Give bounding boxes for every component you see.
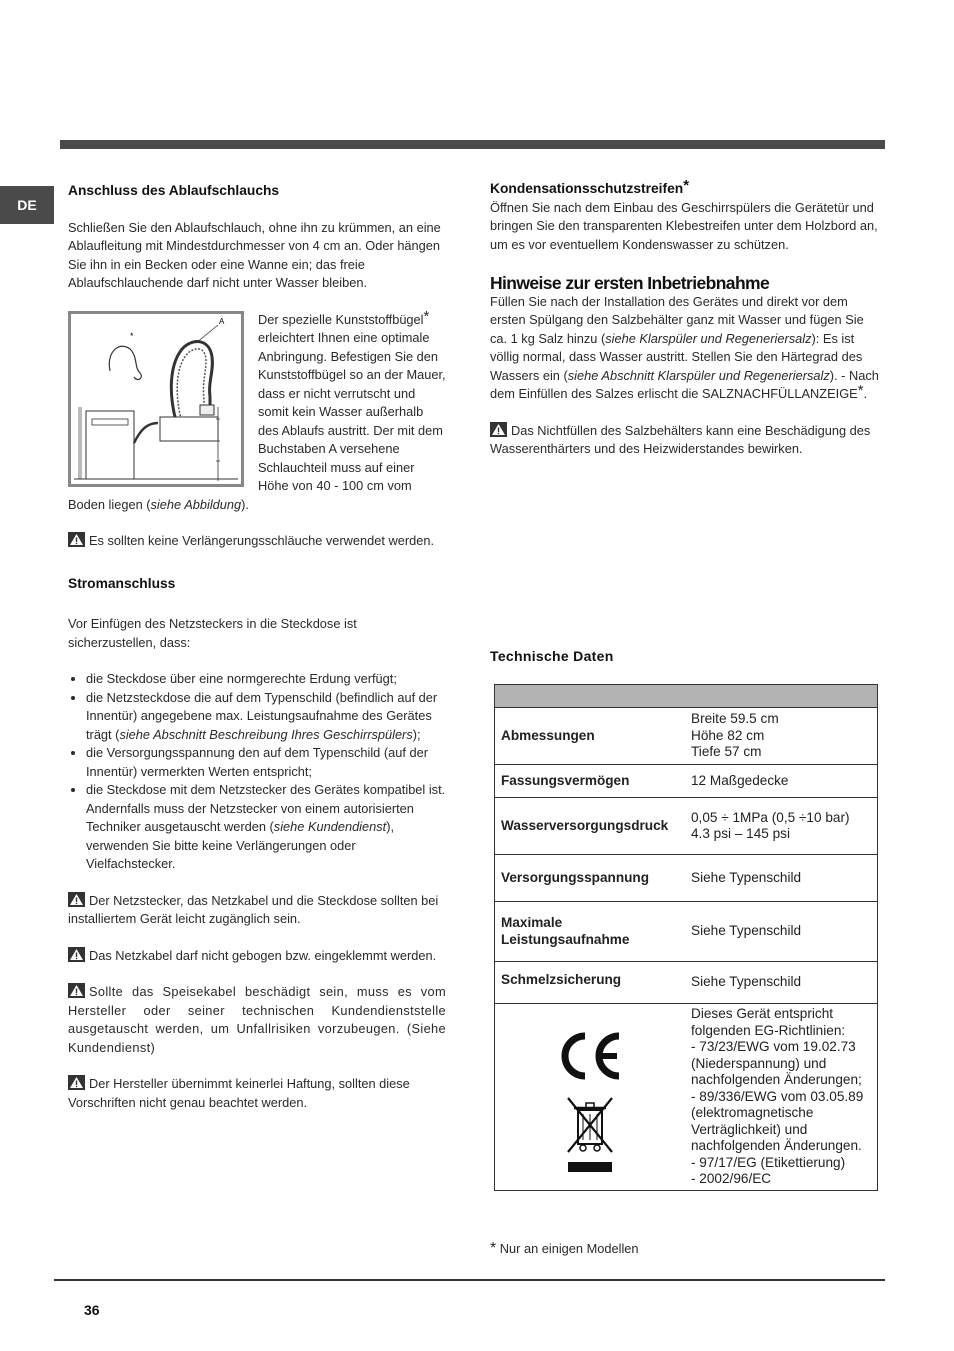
list-item — [86, 744, 446, 781]
warning-liability-text: Der Hersteller übernimmt keinerlei Haftung, sollten diese Vorschriften nicht genau beachtet werden. — [68, 1076, 410, 1110]
bullet-text: die Netzsteckdose die auf dem Typenschild (befindlich auf der Innentür) angegebene max. Leistungsaufnahme des Gerätes trägt ( — [86, 689, 438, 742]
first-use-text — [490, 293, 880, 404]
asterisk: * — [857, 382, 864, 399]
warning-salt-text: Das Nichtfüllen des Salzbehälters kann eine Beschädigung des Wasserenthärters und des Heizwiderstandes bewirken. — [490, 422, 871, 456]
power-intro: Vor Einfügen des Netzsteckers in die Steckdose ist sicherzustellen, dass: — [68, 616, 357, 650]
bullet-text: die Steckdose über eine normgerechte Erdung verfügt; — [86, 671, 397, 686]
directives-text: Dieses Gerät entspricht folgenden EG-Richtlinien: - 73/23/EWG vom 19.02.73 (Niederspannung) und nachfolgenden Änderungen; - 89/336/EWG vom 03.05.89 (elektromagnetische Verträglichkeit) und nachfolgenden Änderungen. - 97/17/EG (Etikettierung) - 2002/96/EC — [685, 1004, 878, 1191]
warning-icon — [68, 532, 85, 547]
drain-heading: Anschluss des Ablaufschlauchs — [68, 183, 280, 198]
table-row — [495, 708, 878, 765]
spec-key: Maximale Leistungsaufnahme — [495, 902, 686, 962]
first-use-heading: Hinweise zur ersten Inbetriebnahme — [490, 273, 770, 293]
warning-cable-text: Das Netzkabel darf nicht gebogen bzw. eingeklemmt werden. — [89, 947, 437, 963]
table-header-row — [495, 685, 878, 708]
spec-value: Siehe Typenschild — [685, 855, 878, 902]
warning-salt — [490, 422, 880, 459]
warning-cable — [68, 947, 446, 966]
first-use-text-d: . — [863, 386, 868, 401]
spec-key: Wasserversorgungsdruck — [495, 798, 686, 855]
bracket-text-2: erleichtert Ihnen eine optimale Anbringung. Befestigen Sie den Kunststoffbügel so an der Mauer, dass er nicht verrutscht und somit kein Wasser außerhalb des Ablaufs austritt. Der mit dem Buchstaben A versehene Schlauchteil muss auf einer Höhe von 40 - 100 cm vom Boden liegen ( — [68, 330, 446, 512]
figure-label-star: * — [130, 330, 134, 341]
table-row — [495, 902, 878, 962]
footer-rule — [54, 1279, 885, 1281]
list-item — [86, 689, 446, 745]
bullet-ref: siehe Abschnitt Beschreibung Ihres Geschirrspülers — [119, 726, 413, 742]
conformity-marks-cell — [495, 1004, 686, 1191]
footnote-text: Nur an einigen Modellen — [499, 1241, 639, 1256]
condensation-text: Öffnen Sie nach dem Einbau des Geschirrspülers die Gerätetür und bringen Sie den transparenten Klebestreifen unter dem Holzbord an, um es vor eventuellem Kondenswasser zu schützen. — [490, 199, 878, 252]
header-bar — [60, 140, 885, 149]
tech-specs-table — [494, 684, 878, 1191]
warning-plug — [68, 892, 446, 929]
warning-icon — [68, 1075, 85, 1090]
tech-data-heading: Technische Daten — [490, 648, 614, 664]
bracket-text-3: ). — [241, 496, 249, 512]
spec-value: Breite 59.5 cm Höhe 82 cm Tiefe 57 cm — [685, 708, 878, 765]
language-tab: DE — [0, 186, 54, 224]
bracket-section — [68, 307, 446, 515]
figure-label-a: A — [219, 316, 225, 326]
first-use-text-a: Füllen Sie nach der Installation des Gerätes und direkt vor dem ersten Spülgang den Salzbehälter ganz mit Wasser und fügen Sie ca. 1 kg Salz hinzu ( — [490, 293, 864, 346]
asterisk: * — [683, 177, 690, 194]
warning-extension-text: Es sollten keine Verlängerungsschläuche verwendet werden. — [89, 533, 435, 548]
asterisk: * — [423, 307, 430, 325]
first-use-text-c: ). - Nach dem Einfüllen des Salzes erlischt die SALZNACHFÜLLANZEIGE — [490, 367, 879, 401]
spec-value: Siehe Typenschild — [685, 962, 878, 1004]
bullet-text: ); — [412, 726, 421, 742]
spec-value: 0,05 ÷ 1MPa (0,5 ÷10 bar) 4.3 psi – 145 psi — [685, 798, 878, 855]
first-use-ref1: siehe Klarspüler und Regeneriersalz — [605, 330, 812, 346]
bracket-text-1: Der spezielle Kunststoffbügel — [258, 311, 424, 327]
first-use-text-b: ): Es ist völlig normal, dass Wasser austritt. Stellen Sie den Härtegrad des Wassers ein ( — [490, 330, 863, 383]
weee-bin-icon — [562, 1092, 618, 1176]
left-column — [68, 182, 446, 1112]
table-row — [495, 765, 878, 798]
table-header-cell — [495, 685, 878, 708]
bullet-text: die Versorgungsspannung den auf dem Typenschild (auf der Innentür) vermerkten Werten entspricht; — [86, 745, 428, 779]
table-row — [495, 962, 878, 1004]
list-item — [86, 781, 446, 874]
list-item — [86, 670, 446, 689]
bullet-ref: siehe Kundendienst — [273, 819, 387, 834]
spec-key: Fassungsvermögen — [495, 765, 686, 798]
bullet-text: die Steckdose mit dem Netzstecker des Gerätes kompatibel ist. Andernfalls muss der Netzstecker von einem autorisierten Techniker ausgetauscht werden ( — [86, 782, 446, 834]
table-row — [495, 855, 878, 902]
asterisk: * — [490, 1240, 497, 1257]
warning-damaged-cable — [68, 983, 446, 1057]
spec-value: 12 Maßgedecke — [685, 765, 878, 798]
drain-hose-illustration — [68, 311, 244, 487]
bracket-ref: siehe Abbildung — [150, 496, 242, 512]
warning-extension — [68, 532, 446, 551]
footnote — [490, 1240, 639, 1258]
ce-mark-icon — [555, 1028, 625, 1084]
table-row — [495, 798, 878, 855]
power-heading: Stromanschluss — [68, 575, 176, 591]
table-row — [495, 1004, 878, 1191]
warning-damaged-cable-text: Sollte das Speisekabel beschädigt sein, muss es vom Hersteller oder seiner technischen Kundendienststelle ausgetauscht werden, um Unfallrisiken vorzubeugen. (Siehe Kundendienst) — [68, 984, 446, 1055]
warning-liability — [68, 1075, 446, 1112]
spec-key: Abmessungen — [495, 708, 686, 765]
warning-icon — [68, 983, 85, 998]
spec-value: Siehe Typenschild — [685, 902, 878, 962]
first-use-ref2: siehe Abschnitt Klarspüler und Regeneriersalz — [567, 367, 830, 383]
warning-plug-text: Der Netzstecker, das Netzkabel und die Steckdose sollten bei installiertem Gerät leicht zugänglich sein. — [68, 892, 439, 926]
spec-key: Schmelzsicherung — [495, 962, 686, 1004]
page-number: 36 — [84, 1302, 100, 1318]
warning-icon — [490, 422, 507, 437]
right-column — [490, 177, 880, 664]
bullet-text: ), verwenden Sie bitte keine Verlängerungen oder Vielfachstecker. — [86, 819, 395, 871]
warning-icon — [68, 947, 85, 962]
condensation-heading-text: Kondensationsschutzstreifen — [490, 181, 684, 196]
power-checklist — [68, 670, 446, 874]
spec-key: Versorgungsspannung — [495, 855, 686, 902]
drain-text: Schließen Sie den Ablaufschlauch, ohne ihn zu krümmen, an eine Ablaufleitung mit Mindestdurchmesser von 4 cm an. Oder hängen Sie ihn in ein Becken oder eine Wanne ein; das freie Ablaufschlauchende darf nicht unter Wasser bleiben. — [68, 219, 441, 290]
condensation-heading — [490, 177, 880, 199]
warning-icon — [68, 892, 85, 907]
